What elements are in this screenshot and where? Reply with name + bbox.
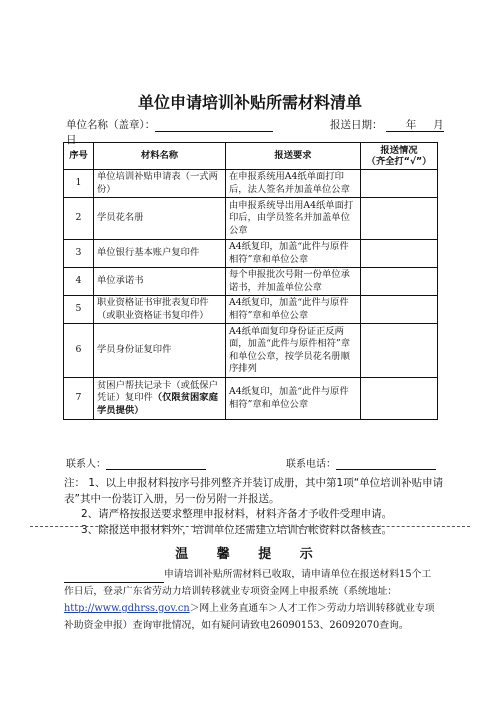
col-header-no: 序号: [64, 143, 94, 170]
row-status: [361, 240, 438, 268]
row-status: [361, 296, 438, 324]
date-field: [330, 118, 444, 132]
row-req: 每个申报批次号附一份单位承诺书，并加盖单位公章: [226, 268, 361, 296]
note-2: 2、请严格按报送要求整理申报材料，材料齐备才予收件受理申请。: [81, 508, 393, 520]
row-req: 由申报系统导出用A4纸单面打印后，由学员签名并加盖单位公章: [226, 198, 361, 240]
row-req: A4纸复印，加盖“此件与原件相符”章和单位公章: [226, 240, 361, 268]
row-name: 单位培训补贴申请表（一式两份）: [94, 170, 226, 198]
row-no: 6: [64, 324, 94, 378]
contact-phone-blank: [336, 459, 436, 470]
date-line: [386, 119, 444, 132]
contact-phone: [286, 455, 436, 470]
row-status: [361, 324, 438, 378]
row-no: 1: [64, 170, 94, 198]
tips-text-a: 申请培训补贴所需材料已收取，请申请单位在报送材料15个工作日后，登录广东省劳动力培训转移就业专项资金网上申报系统（系统地址：: [64, 569, 432, 597]
contact-person-label: 联系人：: [66, 459, 106, 470]
table-row: [64, 198, 438, 240]
col-header-name: 材料名称: [94, 143, 226, 170]
year-label: 年: [405, 119, 417, 131]
row-name: 职业资格证书审批表复印件（或职业资格证书复印件）: [94, 296, 226, 324]
row-no: 2: [64, 198, 94, 240]
unit-name-blank: [155, 121, 273, 132]
table-row: [64, 268, 438, 296]
row-req: 在申报系统用A4纸单面打印后，法人签名并加盖单位公章: [226, 170, 361, 198]
row-req: A4纸复印，加盖“此件与原件相符”章和单位公章: [226, 378, 361, 420]
tips-body: [64, 566, 440, 634]
note-1: 注： 1、以上申报材料按序号排列整齐并装订成册，其中第1项“单位培训补贴申请表”其中一份装订入册，另一份另附一并报送。: [64, 477, 444, 505]
row-name: 学员花名册: [94, 198, 226, 240]
row-name: 单位银行基本账户复印件: [94, 240, 226, 268]
month-label: 月: [433, 119, 444, 131]
contact-phone-label: 联系电话：: [286, 459, 336, 470]
row-status: [361, 268, 438, 296]
row-no: 4: [64, 268, 94, 296]
materials-table: [63, 142, 438, 420]
row-name-main: 贫困户帮扶记录卡（或低保户凭证）复印件: [97, 379, 218, 404]
table-row: [64, 324, 438, 378]
contact-person-blank: [106, 459, 206, 470]
table-row: [64, 378, 438, 420]
row-status: [361, 198, 438, 240]
row-status: [361, 170, 438, 198]
notes: [64, 476, 444, 538]
unit-label: 单位名称（盖章）：: [66, 119, 156, 131]
row-no: 3: [64, 240, 94, 268]
row-name: [94, 378, 226, 420]
header-meta: [66, 118, 446, 132]
tips-text-b: ＞网上业务直通车＞人才工作＞劳动力培训转移就业专项补助资金申报）查询审批情况，如有疑问请致电26090153、26092070查询。: [64, 603, 435, 631]
row-req: A4纸单面复印身份证正反两面，加盖“此件与原件相符”章和单位公章，按学员花名册顺序排列: [226, 324, 361, 378]
table-row: [64, 170, 438, 198]
page-title: 单位申请培训补贴所需材料清单: [137, 93, 362, 112]
col-header-status-line2: （齐全打“√”）: [366, 156, 432, 167]
row-name: 学员身份证复印件: [94, 324, 226, 378]
row-no: 5: [64, 296, 94, 324]
row-req: A4纸复印，加盖“此件与原件相符”章和单位公章: [226, 296, 361, 324]
row-name: 单位承诺书: [94, 268, 226, 296]
contact-person: [66, 455, 206, 470]
day-label: 日: [66, 134, 77, 146]
col-header-req: 报送要求: [226, 143, 361, 170]
row-name-note: （仅限贫困家庭学员提供）: [97, 392, 218, 416]
row-no: 7: [64, 378, 94, 420]
note-3: 3、除报送申报材料外，培训单位还需建立培训台帐资料以备核查。: [81, 523, 393, 536]
dashed-divider: [30, 526, 470, 527]
tips-url-link[interactable]: http://www.gdhrss.gov.cn: [64, 603, 190, 614]
table-header-row: [64, 143, 438, 170]
col-header-status: [361, 143, 438, 170]
table-row: [64, 296, 438, 324]
tips-title: 温 馨 提 示: [175, 547, 325, 562]
date-label: 报送日期：: [330, 119, 383, 131]
row-status: [361, 378, 438, 420]
tips-unit-blank: [64, 572, 164, 583]
table-row: [64, 240, 438, 268]
col-header-status-line1: 报送情况: [380, 145, 418, 156]
